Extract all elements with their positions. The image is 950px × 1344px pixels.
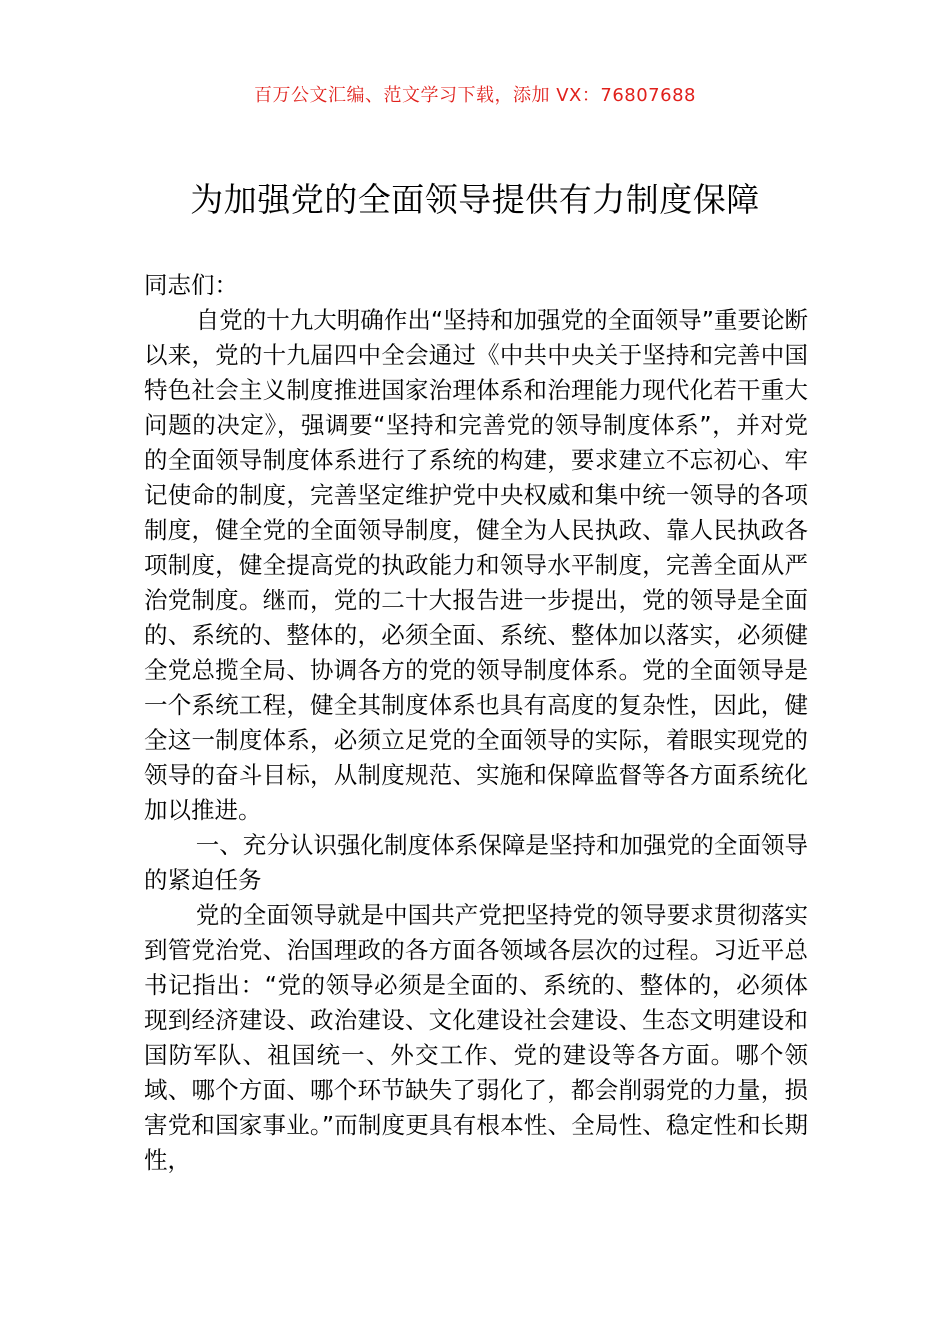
intro-paragraph: 自党的十九大明确作出“坚持和加强党的全面领导”重要论断以来，党的十九届四中全会通过《中共中央关于坚持和完善中国特色社会主义制度推进国家治理体系和治理能力现代化若干重大问题的决定》，强调要“坚持和完善党的领导制度体系”，并对党的全面领导制度体系进行了系统的构建，要求建立不忘初心、牢记使命的制度，完善坚定维护党中央权威和集中统一领导的各项制度，健全党的全面领导制度，健全为人民执政、靠人民执政各项制度，健全提高党的执政能力和领导水平制度，完善全面从严治党制度。继而，党的二十大报告进一步提出，党的领导是全面的、系统的、整体的，必须全面、系统、整体加以落实，必须健全党总揽全局、协调各方的党的领导制度体系。党的全面领导是一个系统工程，健全其制度体系也具有高度的复杂性，因此，健全这一制度体系，必须立足党的全面领导的实际，着眼实现党的领导的奋斗目标，从制度规范、实施和保障监督等各方面系统化加以推进。 [144,306,808,824]
document-title: 为加强党的全面领导提供有力制度保障 [190,180,760,219]
header-note: 百万公文汇编、范文学习下载，添加 VX：76807688 [254,85,696,106]
salutation: 同志们： [144,271,238,299]
document-body [144,268,808,1178]
section-paragraph: 党的全面领导就是中国共产党把坚持党的领导要求贯彻落实到管党治党、治国理政的各方面各领域各层次的过程。习近平总书记指出：“党的领导必须是全面的、系统的、整体的，必须体现到经济建设、政治建设、文化建设社会建设、生态文明建设和国防军队、祖国统一、外交工作、党的建设等各方面。哪个领域、哪个方面、哪个环节缺失了弱化了，都会削弱党的力量，损害党和国家事业。”而制度更具有根本性、全局性、稳定性和长期性， [144,901,808,1174]
section-heading: 一、充分认识强化制度体系保障是坚持和加强党的全面领导的紧迫任务 [144,831,808,894]
